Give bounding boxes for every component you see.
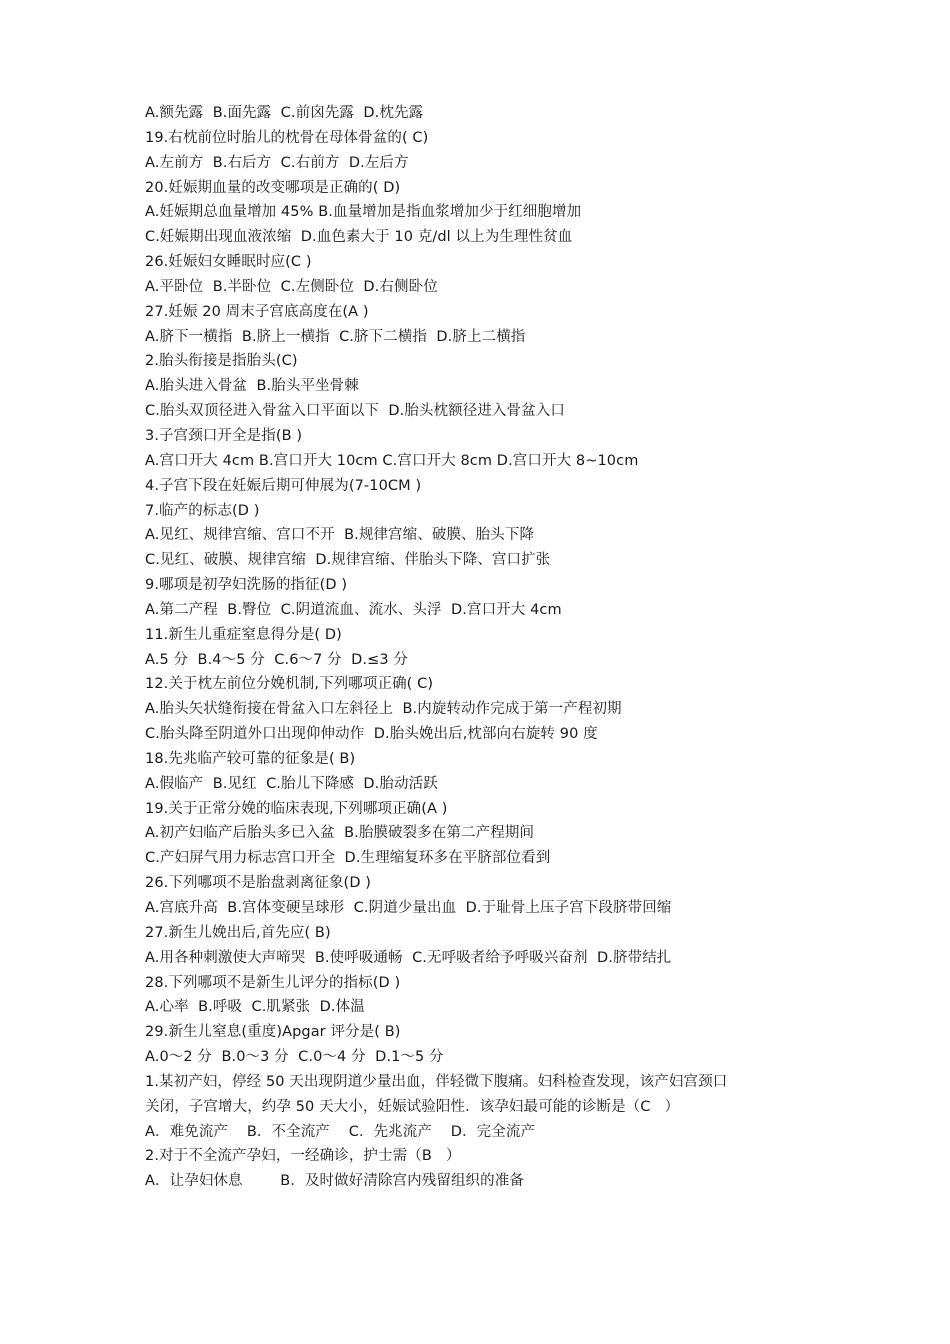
question-line: 19.右枕前位时胎儿的枕骨在母体骨盆的( C): [145, 129, 429, 146]
question-line: 29.新生儿窒息(重度)Apgar 评分是( B): [145, 1024, 401, 1041]
text-line: A.假临产 B.见红 C.胎儿下降感 D.胎动活跃: [145, 775, 438, 792]
text-line: A.见红、规律宫缩、宫口不开 B.规律宫缩、破膜、胎头下降: [145, 527, 535, 544]
question-line: 26.妊娠妇女睡眠时应(C ): [145, 254, 312, 271]
document-body: [145, 101, 815, 1194]
text-line: A．让孕妇休息 B．及时做好清除宫内残留组织的准备: [145, 1173, 524, 1190]
text-line: C.见红、破膜、规律宫缩 D.规律宫缩、伴胎头下降、宫口扩张: [145, 552, 551, 569]
question-line: 11.新生儿重症窒息得分是( D): [145, 626, 342, 643]
text-line: C.妊娠期出现血液浓缩 D.血色素大于 10 克/dl 以上为生理性贫血: [145, 229, 573, 246]
text-line: A.宫口开大 4cm B.宫口开大 10cm C.宫口开大 8cm D.宫口开大 8~10cm: [145, 452, 639, 469]
text-line: A.左前方 B.右后方 C.右前方 D.左后方: [145, 154, 409, 171]
text-line: A.初产妇临产后胎头多已入盆 B.胎膜破裂多在第二产程期间: [145, 825, 535, 842]
text-line: 关闭，子宫增大，约孕 50 天大小，妊娠试验阳性．该孕妇最可能的诊断是（C ）: [145, 1098, 680, 1115]
question-line: 7.临产的标志(D ): [145, 502, 260, 519]
question-line: 9.哪项是初孕妇洗肠的指征(D ): [145, 577, 348, 594]
question-line: 19.关于正常分娩的临床表现,下列哪项正确(A ): [145, 800, 448, 817]
question-line: 18.先兆临产较可靠的征象是( B): [145, 750, 356, 767]
question-line: 12.关于枕左前位分娩机制,下列哪项正确( C): [145, 676, 434, 693]
text-line: A.平卧位 B.半卧位 C.左侧卧位 D.右侧卧位: [145, 278, 438, 295]
text-line: A.心率 B.呼吸 C.肌紧张 D.体温: [145, 999, 365, 1016]
text-line: A.脐下一横指 B.脐上一横指 C.脐下二横指 D.脐上二横指: [145, 328, 526, 345]
question-line: 2.胎头衔接是指胎头(C): [145, 353, 298, 370]
text-line: A.胎头进入骨盆 B.胎头平坐骨棘: [145, 378, 359, 395]
text-line: A．难免流产 B．不全流产 C．先兆流产 D．完全流产: [145, 1123, 536, 1140]
question-line: 1.某初产妇，停经 50 天出现阴道少量出血，伴轻微下腹痛。妇科检查发现，该产妇宫颈口: [145, 1073, 728, 1090]
text-line: A.宫底升高 B.宫体变硬呈球形 C.阴道少量出血 D.于耻骨上压子宫下段脐带回缩: [145, 900, 672, 916]
question-line: 28.下列哪项不是新生儿评分的指标(D ): [145, 974, 401, 991]
text-line: C.产妇屏气用力标志宫口开全 D.生理缩复环多在平脐部位看到: [145, 850, 551, 867]
question-line: 27.妊娠 20 周末子宫底高度在(A ): [145, 303, 369, 320]
text-line: C.胎头降至阴道外口出现仰伸动作 D.胎头娩出后,枕部向右旋转 90 度: [145, 726, 598, 743]
question-line: 3.子宫颈口开全是指(B ): [145, 427, 303, 444]
text-line: A.5 分 B.4～5 分 C.6～7 分 D.≤3 分: [145, 651, 409, 668]
text-line: C.胎头双顶径进入骨盆入口平面以下 D.胎头枕额径进入骨盆入口: [145, 403, 565, 420]
question-line: 4.子宫下段在妊娠后期可伸展为(7-10CM ): [145, 477, 422, 494]
question-line: 2.对于不全流产孕妇，一经确诊，护士需（B ）: [145, 1148, 461, 1165]
text-line: A.额先露 B.面先露 C.前囟先露 D.枕先露: [145, 105, 424, 121]
question-line: 27.新生儿娩出后,首先应( B): [145, 924, 331, 941]
text-line: A.妊娠期总血量增加 45% B.血量增加是指血浆增加少于红细胞增加: [145, 204, 582, 221]
question-line: 26.下列哪项不是胎盘剥离征象(D ): [145, 875, 372, 892]
text-line: A.第二产程 B.臀位 C.阴道流血、流水、头浮 D.宫口开大 4cm: [145, 601, 562, 618]
text-line: A.胎头矢状缝衔接在骨盆入口左斜径上 B.内旋转动作完成于第一产程初期: [145, 701, 622, 718]
question-line: 20.妊娠期血量的改变哪项是正确的( D): [145, 179, 401, 196]
text-line: A.用各种刺激使大声啼哭 B.使呼吸通畅 C.无呼吸者给予呼吸兴奋剂 D.脐带结扎: [145, 949, 672, 966]
text-line: A.0～2 分 B.0～3 分 C.0～4 分 D.1～5 分: [145, 1049, 444, 1066]
